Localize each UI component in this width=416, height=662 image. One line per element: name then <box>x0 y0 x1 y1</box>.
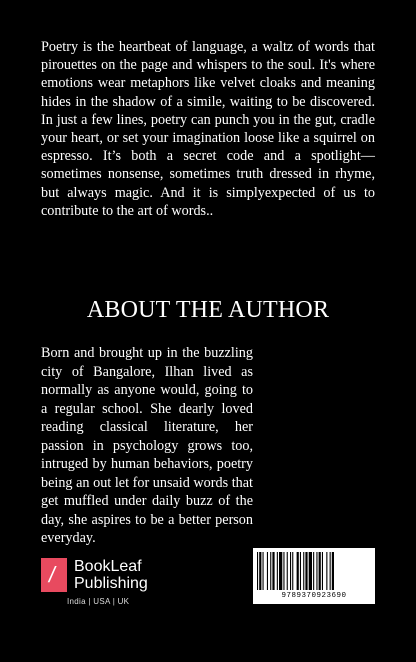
barcode-bars <box>257 552 371 590</box>
barcode-bar <box>267 552 268 590</box>
barcode-bar <box>277 552 278 590</box>
barcode-bar <box>292 552 293 590</box>
barcode-bar <box>330 552 331 590</box>
barcode-bar <box>259 552 261 590</box>
author-bio: Born and brought up in the buzzling city of Bangalore, Ilhan lived as normally as anyone would, going to a regular school. She dearly loved reading classical literature, her passion in psychology grows too, intruged by human behaviors, poetry being an out let for unsaid words that get muffled under daily buzz of the day, she aspires to be a better person everyday. <box>41 345 253 546</box>
barcode-bar <box>319 552 321 590</box>
barcode-bar <box>287 552 288 590</box>
back-cover-blurb: Poetry is the heartbeat of language, a waltz of words that pirouettes on the page and whispers to the soul. It's where emotions wear metaphors like velvet cloaks and meaning hides in the shadow of a simile, waiting to be discovered. In just a few lines, poetry can punch you in the gut, cradle your heart, or set your imagination loose like a squirrel on espresso. It’s both a secret code and a spotlight—sometimes nonsense, sometimes truth dressed in rhyme, but always magic. And it is simplyexpected of us to contribute to the art of words.. <box>41 39 375 219</box>
barcode-bar <box>326 552 327 590</box>
about-author-heading: ABOUT THE AUTHOR <box>86 297 330 323</box>
isbn-number: 9789370923690 <box>281 592 347 600</box>
barcode-bar <box>316 552 317 590</box>
publisher-regions: India | USA | UK <box>67 597 130 606</box>
barcode-bar <box>257 552 258 590</box>
barcode-bar <box>297 552 299 590</box>
barcode-bar <box>313 552 314 590</box>
barcode-bar <box>332 552 334 590</box>
barcode-bar <box>270 552 271 590</box>
barcode-bar <box>279 552 282 590</box>
publisher-name-line1: BookLeaf <box>74 558 142 575</box>
publisher-logo-mark <box>41 558 67 592</box>
publisher-logo <box>41 558 181 608</box>
barcode-bar <box>309 552 312 590</box>
barcode-bar <box>263 552 264 590</box>
barcode-bar <box>322 552 323 590</box>
isbn-barcode <box>253 548 375 604</box>
barcode-bar <box>305 552 307 590</box>
barcode-bar <box>290 552 291 590</box>
barcode-bar <box>303 552 304 590</box>
barcode-bar <box>283 552 284 590</box>
barcode-bar <box>272 552 274 590</box>
publisher-name-line2: Publishing <box>74 575 148 592</box>
barcode-bar <box>300 552 301 590</box>
logo-slash-glyph: / <box>46 562 58 587</box>
